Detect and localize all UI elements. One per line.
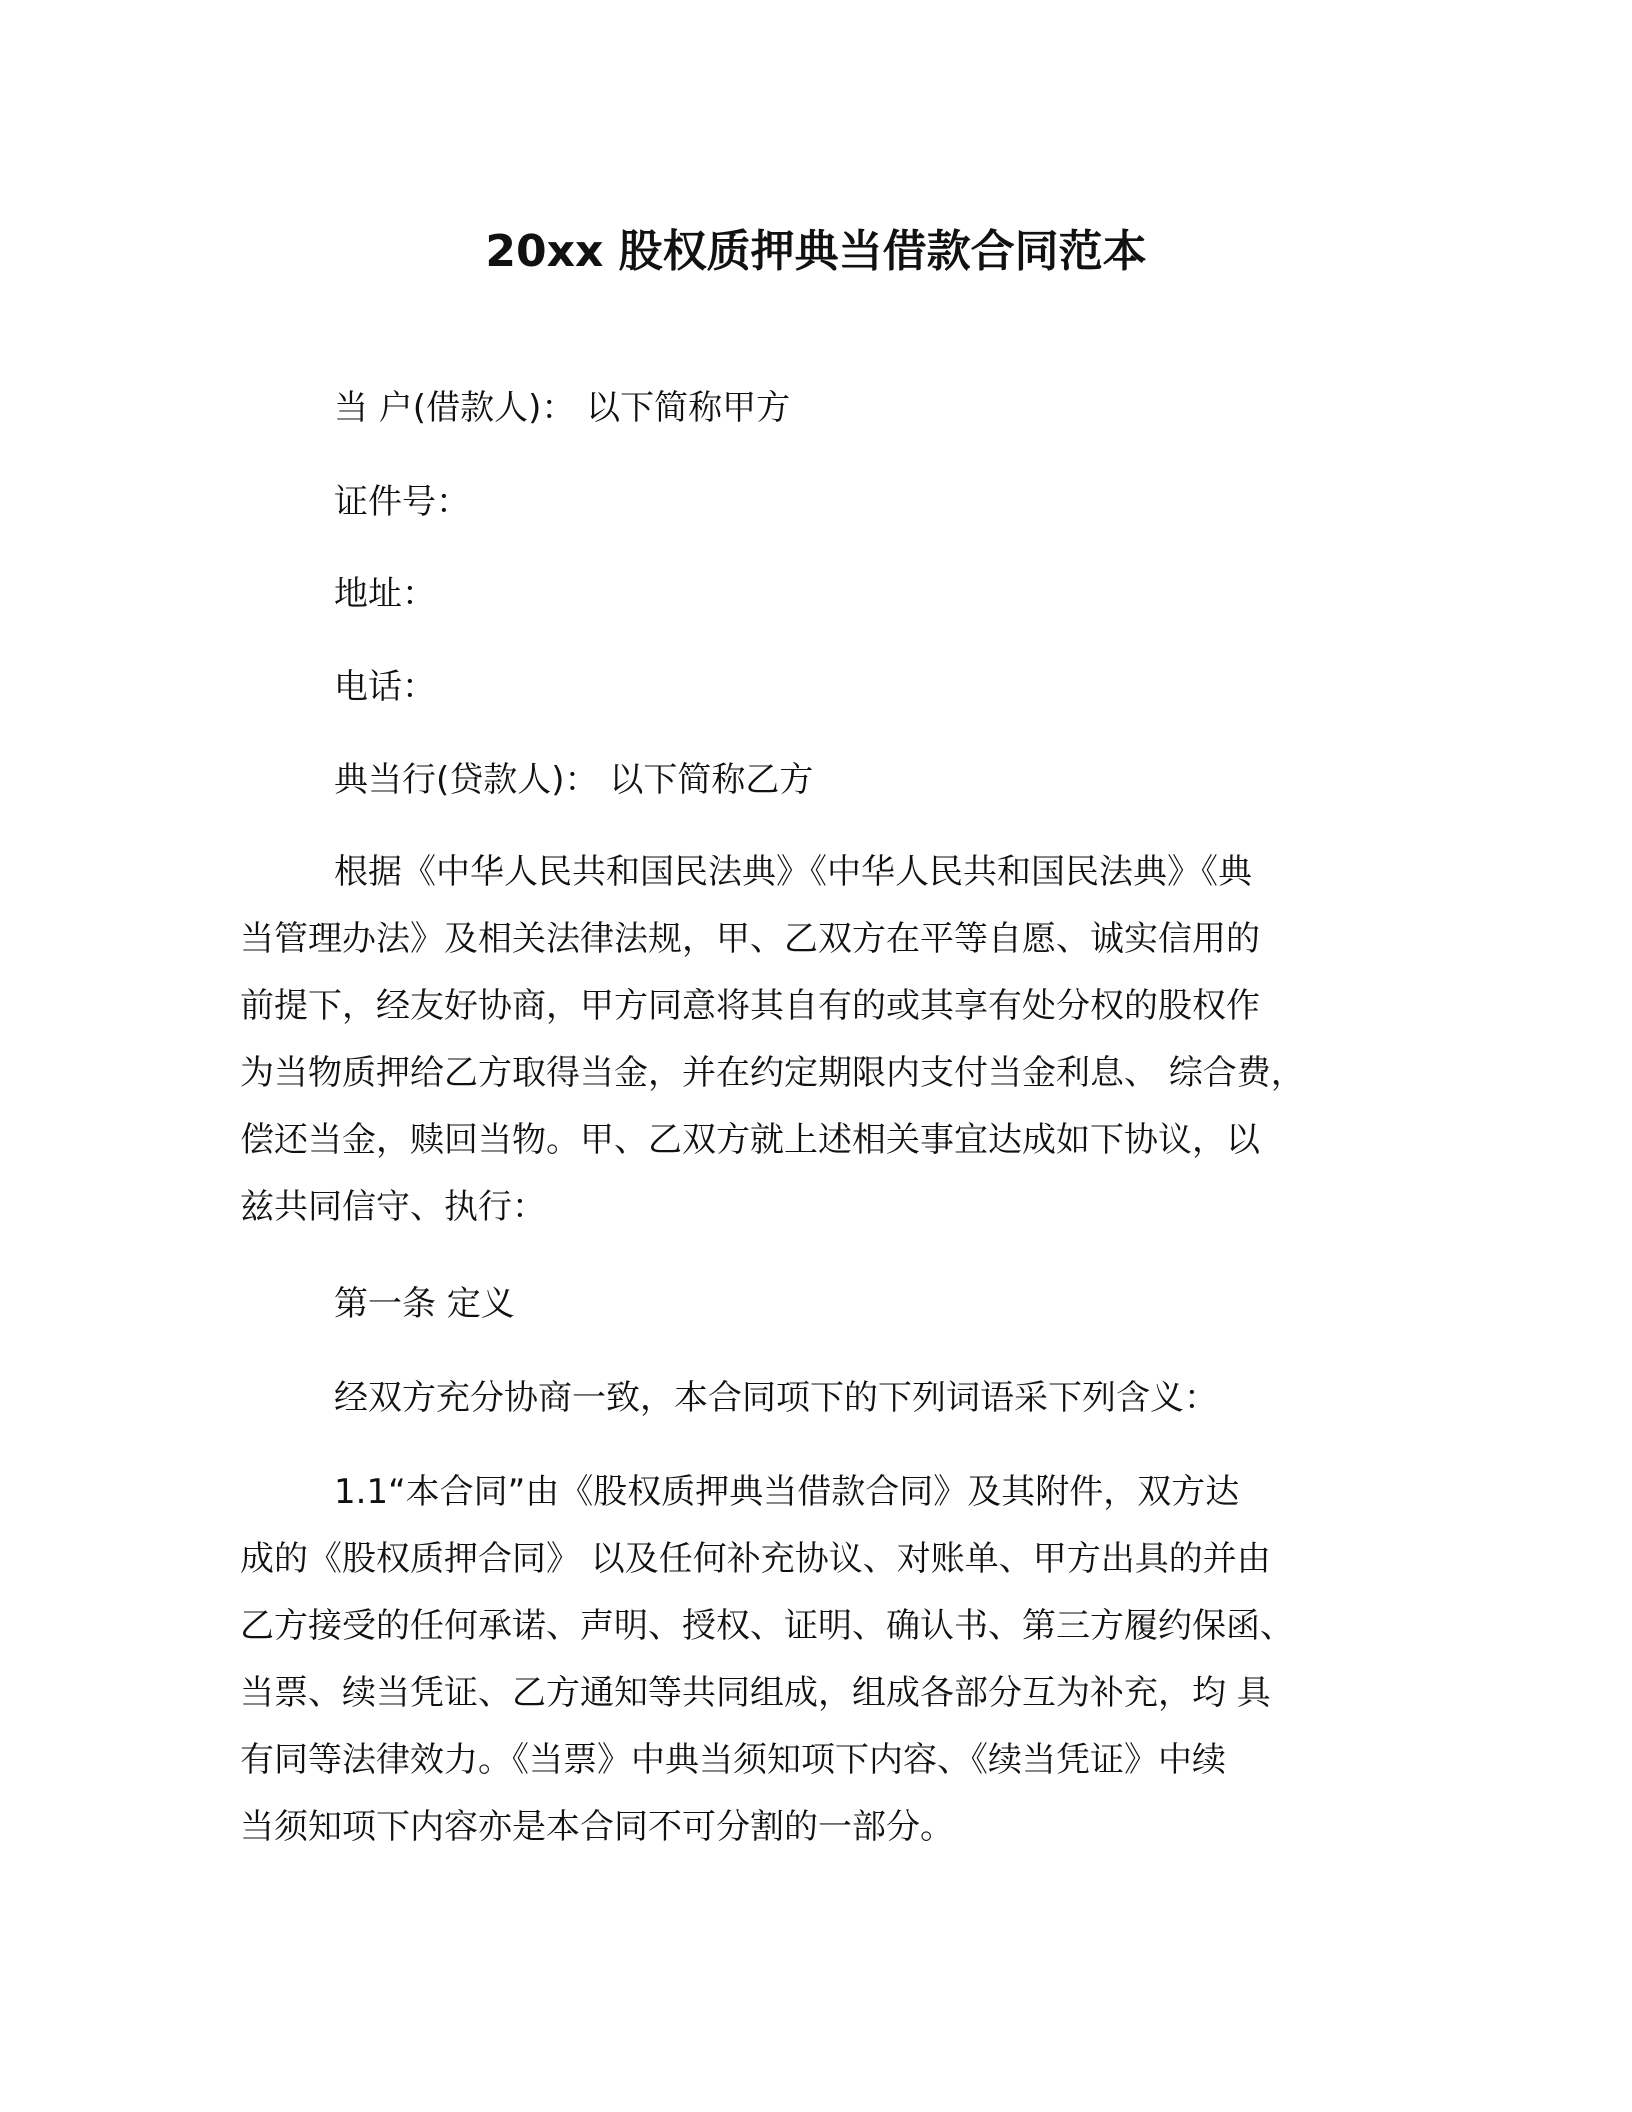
clause-line: 当票、续当凭证、乙方通知等共同组成，组成各部分互为补充，均 具 [240,1673,1271,1713]
address-field: 地址： [334,574,436,614]
document-title: 20xx 股权质押典当借款合同范本 [485,226,1147,277]
clause-line: 成的《股权质押合同》 以及任何补充协议、对账单、甲方出具的并由 [240,1539,1271,1579]
clause-line: 1.1“本合同”由《股权质押典当借款合同》及其附件，双方达 [334,1472,1240,1512]
preamble-line: 兹共同信守、执行： [240,1187,546,1227]
preamble-paragraph [240,839,1380,1241]
preamble-line: 前提下，经友好协商，甲方同意将其自有的或其享有处分权的股权作 [240,986,1260,1026]
clause-1-1-paragraph [240,1459,1380,1861]
clause-line: 乙方接受的任何承诺、声明、授权、证明、确认书、第三方履约保函、 [240,1606,1294,1646]
preamble-line: 根据《中华人民共和国民法典》《中华人民共和国民法典》《典 [334,852,1252,892]
clause-line: 当须知项下内容亦是本合同不可分割的一部分。 [240,1807,954,1847]
article-1-intro: 经双方充分协商一致，本合同项下的下列词语采下列含义： [334,1378,1218,1418]
borrower-field: 当 户(借款人)： 以下简称甲方 [334,388,791,428]
phone-field: 电话： [334,667,436,707]
lender-field: 典当行(贷款人)： 以下简称乙方 [334,760,814,800]
id-number-field: 证件号： [334,482,470,522]
preamble-line: 当管理办法》及相关法律法规，甲、乙双方在平等自愿、诚实信用的 [240,919,1260,959]
preamble-line: 为当物质押给乙方取得当金，并在约定期限内支付当金利息、 综合费， [240,1053,1305,1093]
article-1-heading: 第一条 定义 [334,1284,515,1324]
clause-line: 有同等法律效力。《当票》中典当须知项下内容、《续当凭证》中续 [240,1740,1226,1780]
preamble-line: 偿还当金，赎回当物。甲、乙双方就上述相关事宜达成如下协议，以 [240,1120,1260,1160]
